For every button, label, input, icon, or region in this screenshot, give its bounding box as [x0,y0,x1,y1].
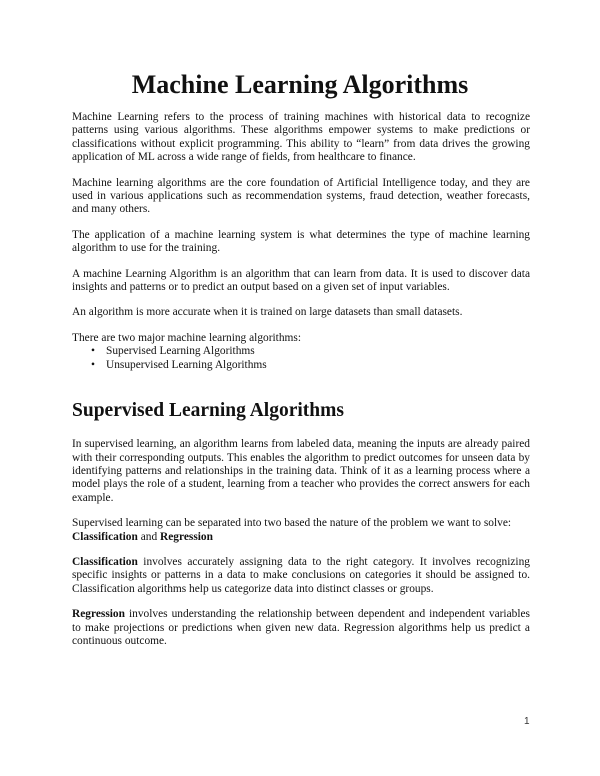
intro-paragraph: Machine Learning refers to the process of training machines with historical data to recognize patterns using various algorithms. These algorithms empower systems to make predictions or classifications without explicit programming. This ability to “learn” from data drives the growing application of ML across a wide range of fields, from healthcare to finance. [72,111,530,164]
section-heading: Supervised Learning Algorithms [72,400,344,422]
supervised-paragraph: In supervised learning, an algorithm learns from labeled data, meaning the inputs are already paired with their corresponding outputs. This enables the algorithm to predict outcomes for unseen data by identifying patterns and relationships in the training data. Think of it as a learning process where a model plays the role of a student, learning from a teacher who provides the correct answers for each example. [72,438,530,504]
list-item-label: Unsupervised Learning Algorithms [106,358,267,371]
bullet-icon: • [91,358,95,371]
regression-text: involves understanding the relationship between dependent and independent variables to make projections or predictions when given new data. Regression algorithms help us predict a continuous outcome. [72,608,530,647]
regression-paragraph [72,608,530,648]
problem-types-text: Supervised learning can be separated into two based the nature of the problem we want to solve: [72,517,512,530]
classification-text: involves accurately assigning data to the right category. It involves recognizing specific insights or patterns in a data to make conclusions on categories it should be assigned to. Classification algorithms help us categorize data into distinct classes or groups. [72,555,530,595]
regression-term-inline: Regression [160,530,213,543]
page-number: 1 [524,716,530,727]
list-item [72,345,530,358]
regression-term: Regression [72,608,125,621]
page-title: Machine Learning Algorithms [131,70,469,99]
and-text: and [140,530,158,543]
accuracy-paragraph: An algorithm is more accurate when it is trained on large datasets than small datasets. [72,306,463,319]
algorithm-types-list [72,345,530,372]
foundation-paragraph: Machine learning algorithms are the core foundation of Artificial Intelligence today, and they are used in various applications such as recommendation systems, fraud detection, weather forecasts, and many others. [72,176,530,216]
bullet-icon: • [91,345,95,358]
classification-term-inline: Classification [72,530,138,543]
problem-types-paragraph [72,517,530,544]
classification-paragraph [72,556,530,596]
application-paragraph: The application of a machine learning system is what determines the type of machine learning algorithm to use for the training. [72,228,530,255]
list-item-label: Supervised Learning Algorithms [106,345,255,358]
classification-term: Classification [72,555,138,568]
types-intro-paragraph: There are two major machine learning algorithms: [72,331,301,344]
definition-paragraph: A machine Learning Algorithm is an algorithm that can learn from data. It is used to discover data insights and patterns or to predict an output based on a given set of input variables. [72,267,530,294]
list-item [72,359,530,372]
document-body [72,111,530,648]
